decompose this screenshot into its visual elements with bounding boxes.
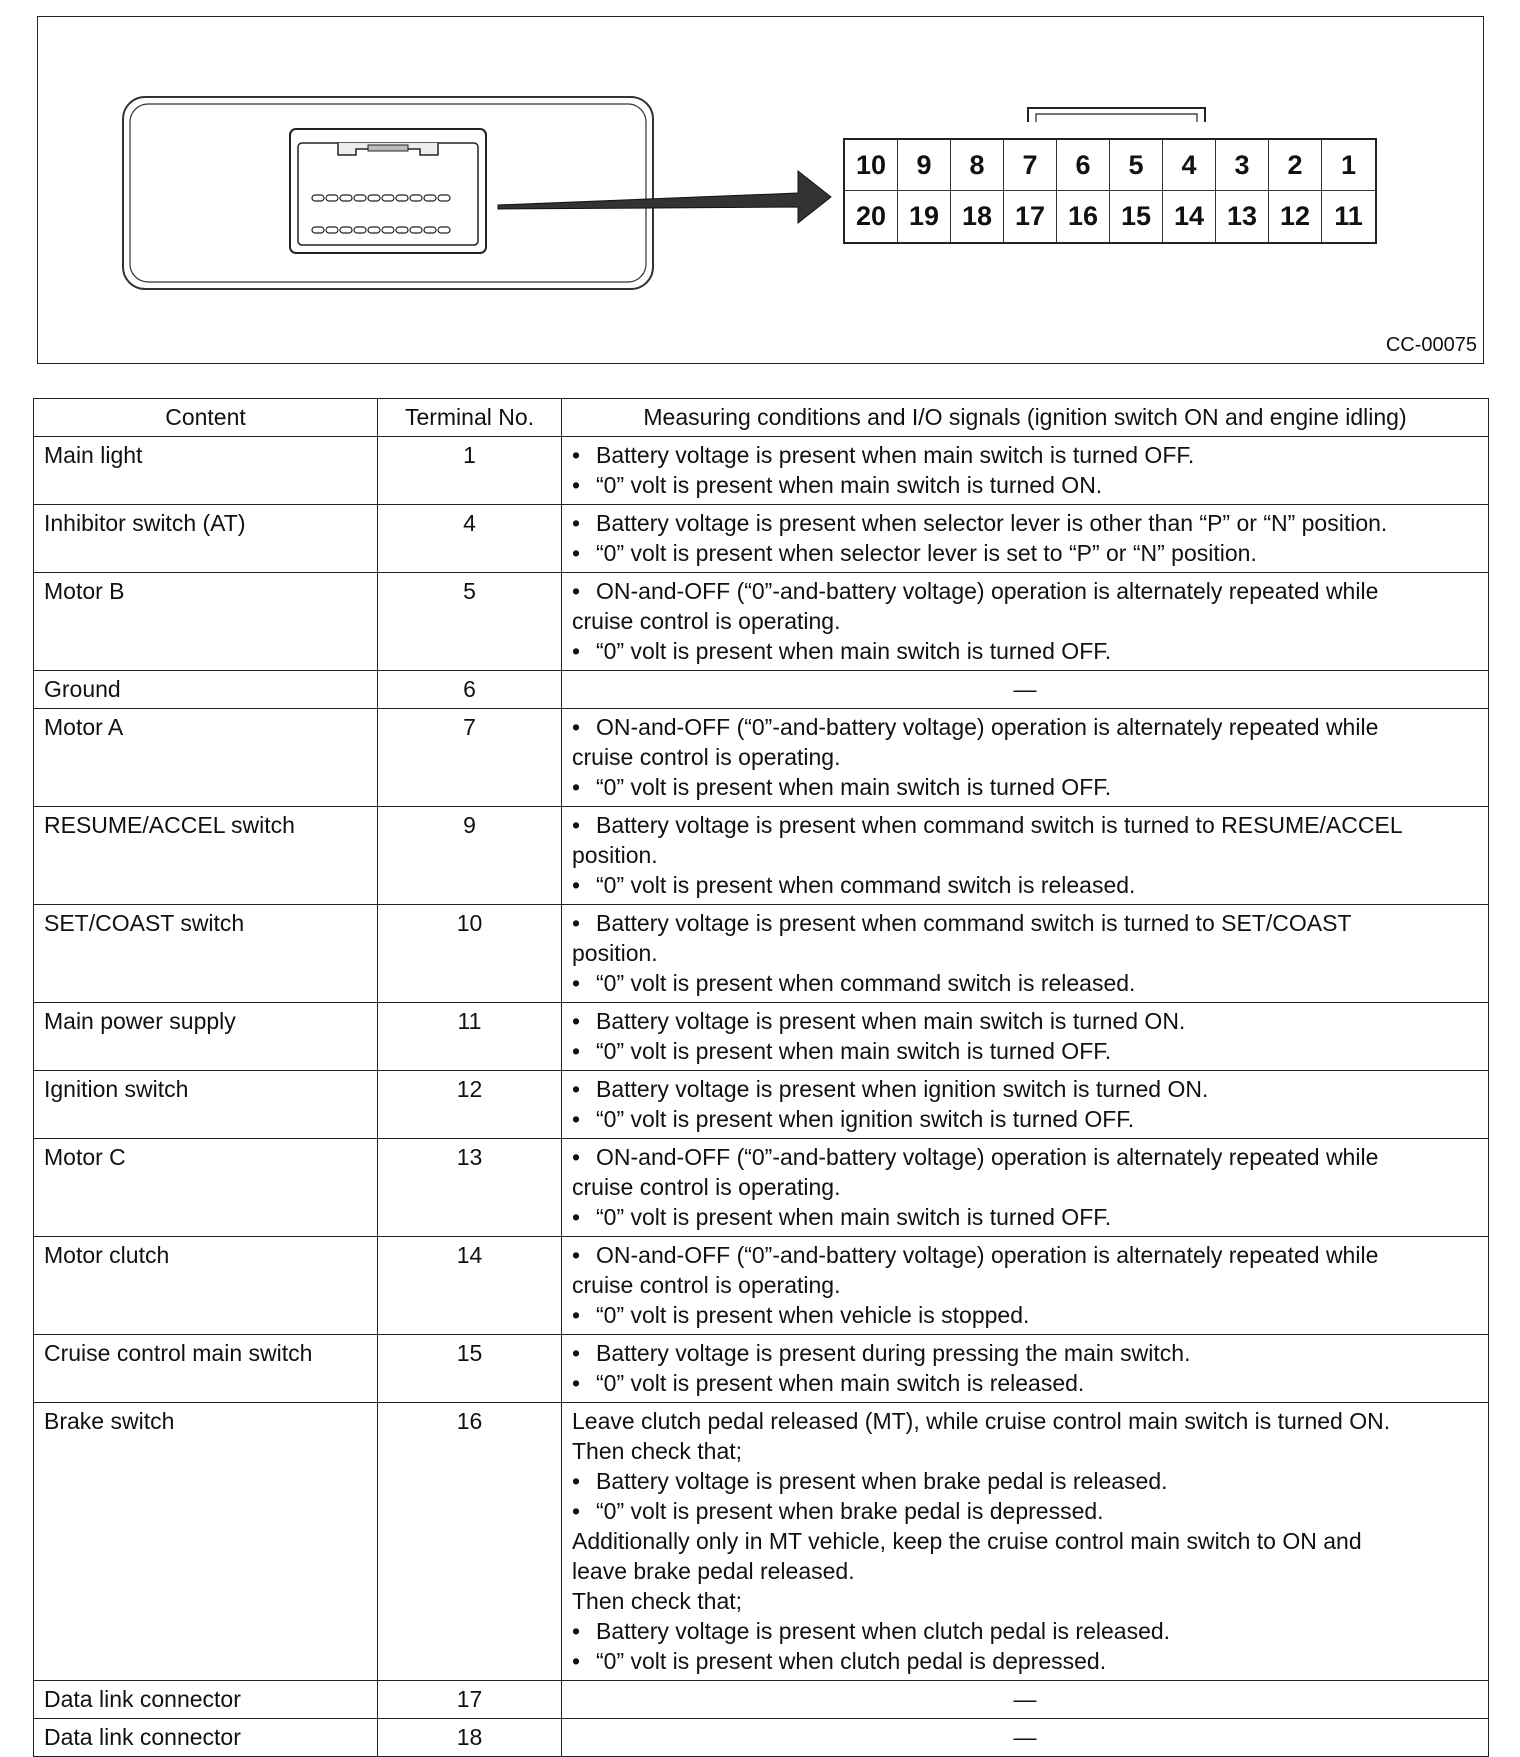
terminal-no-cell: 5	[378, 573, 562, 671]
condition-text: cruise control is operating.	[572, 1272, 841, 1298]
condition-bullet: • “0” volt is present when command switch is released.	[572, 968, 1478, 998]
table-header-row	[34, 399, 1489, 437]
content-cell: Motor clutch	[34, 1237, 378, 1335]
condition-bullet: • ON-and-OFF (“0”-and-battery voltage) operation is alternately repeated while	[572, 1142, 1478, 1172]
pin-cell: 1	[1322, 140, 1375, 191]
terminal-no-cell: 11	[378, 1003, 562, 1071]
conditions-cell: —	[562, 1719, 1489, 1757]
condition-bullet: • Battery voltage is present when ignition switch is turned ON.	[572, 1074, 1478, 1104]
pin-cell: 6	[1057, 140, 1110, 191]
header-measuring-conditions: Measuring conditions and I/O signals (ignition switch ON and engine idling)	[562, 399, 1489, 437]
content-cell: SET/COAST switch	[34, 905, 378, 1003]
content-cell: Inhibitor switch (AT)	[34, 505, 378, 573]
pin-cell: 8	[951, 140, 1004, 191]
pin-cell: 13	[1216, 191, 1269, 242]
condition-text: leave brake pedal released.	[572, 1558, 855, 1584]
header-content: Content	[34, 399, 378, 437]
table-row	[34, 905, 1489, 1003]
content-cell: Data link connector	[34, 1681, 378, 1719]
content-cell: Ignition switch	[34, 1071, 378, 1139]
conditions-cell	[562, 1139, 1489, 1237]
content-cell: Ground	[34, 671, 378, 709]
condition-text: Additionally only in MT vehicle, keep the cruise control main switch to ON and	[572, 1528, 1362, 1554]
connector-figure	[37, 16, 1484, 364]
terminal-no-cell: 13	[378, 1139, 562, 1237]
condition-text: Then check that;	[572, 1438, 743, 1464]
pin-cell: 19	[898, 191, 951, 242]
condition-text: cruise control is operating.	[572, 608, 841, 634]
condition-bullet: • Battery voltage is present when brake pedal is released.	[572, 1466, 1478, 1496]
condition-bullet: • “0” volt is present when main switch is turned OFF.	[572, 772, 1478, 802]
conditions-cell	[562, 437, 1489, 505]
terminal-no-cell: 14	[378, 1237, 562, 1335]
table-row	[34, 573, 1489, 671]
table-row	[34, 671, 1489, 709]
conditions-cell	[562, 1403, 1489, 1681]
terminal-no-cell: 15	[378, 1335, 562, 1403]
condition-bullet: • ON-and-OFF (“0”-and-battery voltage) operation is alternately repeated while	[572, 576, 1478, 606]
condition-bullet: • Battery voltage is present when main switch is turned ON.	[572, 1006, 1478, 1036]
table-row	[34, 1681, 1489, 1719]
pin-cell: 7	[1004, 140, 1057, 191]
condition-bullet: • “0” volt is present when main switch is turned ON.	[572, 470, 1478, 500]
pin-cell: 14	[1163, 191, 1216, 242]
conditions-cell	[562, 905, 1489, 1003]
table-row	[34, 1403, 1489, 1681]
content-cell: Motor B	[34, 573, 378, 671]
condition-bullet: • “0” volt is present when main switch is released.	[572, 1368, 1478, 1398]
table-row	[34, 1719, 1489, 1757]
conditions-cell	[562, 709, 1489, 807]
table-row	[34, 1071, 1489, 1139]
condition-bullet: • Battery voltage is present during pressing the main switch.	[572, 1338, 1478, 1368]
pin-cell: 10	[845, 140, 898, 191]
pin-cell: 4	[1163, 140, 1216, 191]
conditions-cell	[562, 1003, 1489, 1071]
terminal-no-cell: 4	[378, 505, 562, 573]
figure-id-label: CC-00075	[1385, 334, 1477, 356]
table-body	[34, 437, 1489, 1757]
pin-cell: 16	[1057, 191, 1110, 242]
terminal-no-cell: 1	[378, 437, 562, 505]
conditions-cell	[562, 505, 1489, 573]
terminal-table	[33, 398, 1489, 1757]
condition-bullet: • “0” volt is present when brake pedal is depressed.	[572, 1496, 1478, 1526]
condition-text: Leave clutch pedal released (MT), while cruise control main switch is turned ON.	[572, 1408, 1391, 1434]
pin-cell: 11	[1334, 201, 1363, 231]
table-row	[34, 1139, 1489, 1237]
condition-bullet: • Battery voltage is present when clutch pedal is released.	[572, 1616, 1478, 1646]
conditions-cell	[562, 1071, 1489, 1139]
content-cell: Data link connector	[34, 1719, 378, 1757]
condition-text: position.	[572, 940, 658, 966]
pin-cell: 5	[1110, 140, 1163, 191]
pin-cell: 20	[845, 191, 898, 242]
pin-cell: 9	[898, 140, 951, 191]
terminal-no-cell: 12	[378, 1071, 562, 1139]
content-cell: Brake switch	[34, 1403, 378, 1681]
condition-text: cruise control is operating.	[572, 1174, 841, 1200]
pin-cell: 17	[1004, 191, 1057, 242]
pin-cell: 3	[1216, 140, 1269, 191]
conditions-cell	[562, 1335, 1489, 1403]
condition-bullet: • “0” volt is present when main switch is turned OFF.	[572, 1036, 1478, 1066]
condition-bullet: • Battery voltage is present when command switch is turned to RESUME/ACCEL	[572, 810, 1478, 840]
terminal-no-cell: 9	[378, 807, 562, 905]
pin-cell: 2	[1269, 140, 1322, 191]
conditions-cell: —	[562, 671, 1489, 709]
condition-bullet: • ON-and-OFF (“0”-and-battery voltage) operation is alternately repeated while	[572, 712, 1478, 742]
terminal-no-cell: 6	[378, 671, 562, 709]
pin-cell: 18	[951, 191, 1004, 242]
content-cell: Motor A	[34, 709, 378, 807]
table-row	[34, 1237, 1489, 1335]
conditions-cell: —	[562, 1681, 1489, 1719]
terminal-no-cell: 18	[378, 1719, 562, 1757]
pin-cell: 12	[1269, 191, 1322, 242]
condition-bullet: • “0” volt is present when main switch is turned OFF.	[572, 636, 1478, 666]
terminal-no-cell: 7	[378, 709, 562, 807]
condition-bullet: • Battery voltage is present when command switch is turned to SET/COAST	[572, 908, 1478, 938]
condition-text: cruise control is operating.	[572, 744, 841, 770]
condition-text: Then check that;	[572, 1588, 743, 1614]
terminal-no-cell: 16	[378, 1403, 562, 1681]
content-cell: Motor C	[34, 1139, 378, 1237]
conditions-cell	[562, 807, 1489, 905]
content-cell: Main light	[34, 437, 378, 505]
terminal-no-cell: 17	[378, 1681, 562, 1719]
pin-cell: 15	[1110, 191, 1163, 242]
condition-bullet: • “0” volt is present when command switch is released.	[572, 870, 1478, 900]
header-terminal-no: Terminal No.	[378, 399, 562, 437]
table-row	[34, 709, 1489, 807]
table-row	[34, 505, 1489, 573]
condition-text: position.	[572, 842, 658, 868]
condition-bullet: • “0” volt is present when clutch pedal is depressed.	[572, 1646, 1478, 1676]
content-cell: Cruise control main switch	[34, 1335, 378, 1403]
condition-bullet: • “0” volt is present when main switch is turned OFF.	[572, 1202, 1478, 1232]
content-cell: Main power supply	[34, 1003, 378, 1071]
table-row	[34, 807, 1489, 905]
condition-bullet: • ON-and-OFF (“0”-and-battery voltage) operation is alternately repeated while	[572, 1240, 1478, 1270]
content-cell: RESUME/ACCEL switch	[34, 807, 378, 905]
condition-bullet: • “0” volt is present when selector lever is set to “P” or “N” position.	[572, 538, 1478, 568]
condition-bullet: • Battery voltage is present when main switch is turned OFF.	[572, 440, 1478, 470]
condition-bullet: • “0” volt is present when ignition switch is turned OFF.	[572, 1104, 1478, 1134]
table-row	[34, 437, 1489, 505]
terminal-pin-grid	[843, 138, 1377, 244]
condition-bullet: • “0” volt is present when vehicle is stopped.	[572, 1300, 1478, 1330]
conditions-cell	[562, 573, 1489, 671]
terminal-no-cell: 10	[378, 905, 562, 1003]
table-row	[34, 1003, 1489, 1071]
table-row	[34, 1335, 1489, 1403]
conditions-cell	[562, 1237, 1489, 1335]
condition-bullet: • Battery voltage is present when selector lever is other than “P” or “N” position.	[572, 508, 1478, 538]
